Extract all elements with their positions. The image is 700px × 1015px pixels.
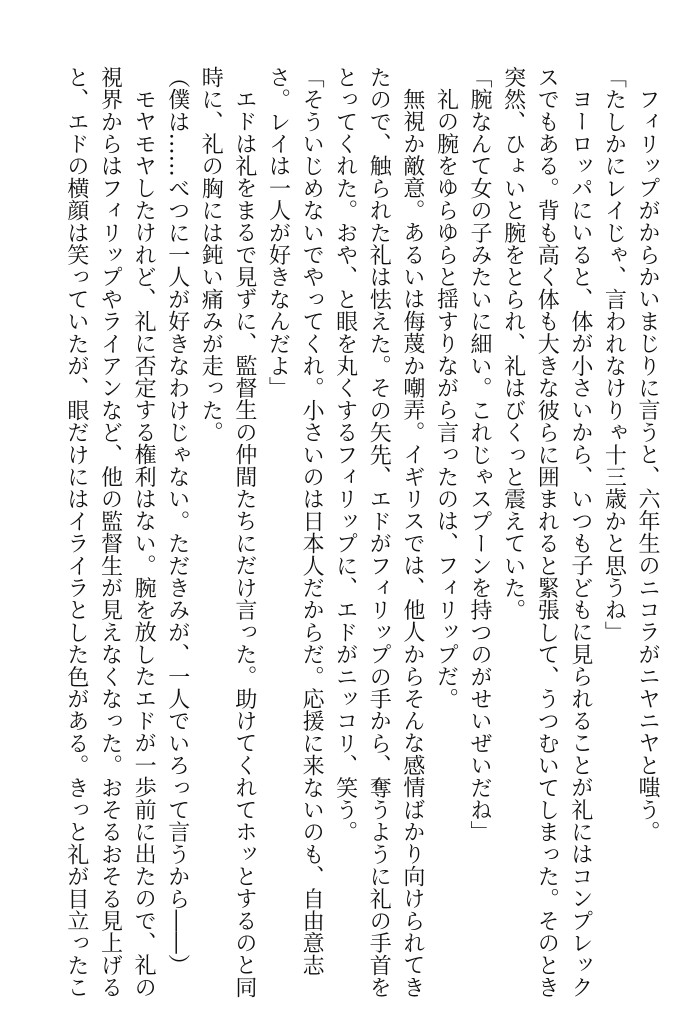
text-line: 礼の腕をゆらゆらと揺すりながら言ったのは、フィリップだ。 <box>433 88 459 710</box>
text-line: 突然、ひょいと腕をとられ、礼はびくっと震えていた。 <box>500 66 526 621</box>
text-line: スでもある。背も高く体も大きな彼らに囲まれると緊張して、うつむいてしまった。そのとき <box>534 66 560 999</box>
text-line: 「そういじめないでやってくれ。小さいのは日本人だからだ。応援に来ないのも、自由意志 <box>299 66 325 977</box>
text-line: （僕は……べつに一人が好きなわけじゃない。ただきみが、一人でいろって言うから――） <box>164 66 190 977</box>
text-line: さ。レイは一人が好きなんだよ」 <box>265 66 291 399</box>
text-line: エドは礼をまるで見ずに、監督生の仲間たちにだけ言った。助けてくれてホッとするのと同 <box>231 88 257 999</box>
text-line: と、エドの横顔は笑っていたが、眼だけにはイライラとした色がある。きっと礼が目立ったこ <box>63 66 89 999</box>
text-line: とってくれた。おや、と眼を丸くするフィリップに、エドがニッコリ、笑う。 <box>332 66 358 843</box>
text-line: たので、触られた礼は怯えた。その矢先、エドがフィリップの手から、奪うように礼の手首を <box>366 66 392 999</box>
text-line: 時に、礼の胸には鈍い痛みが走った。 <box>198 66 224 444</box>
text-line: フィリップがからかいまじりに言うと、六年生のニコラがニヤニヤと嗤う。 <box>635 88 660 843</box>
text-line: ヨーロッパにいると、体が小さいから、いつも子どもに見られることが礼にはコンプレック <box>567 88 593 999</box>
text-line: 「腕なんて女の子みたいに細い。これじゃスプーンを持つのがせいぜいだね」 <box>467 66 493 843</box>
text-line: 「たしかにレイじゃ、言われなけりゃ十三歳かと思うね」 <box>601 66 627 644</box>
vertical-text-block <box>59 66 664 999</box>
text-line: 視界からはフィリップやライアンなど、他の監督生が見えなくなった。おそるおそる見上げる <box>97 66 123 999</box>
text-line: 無視か敵意。あるいは侮蔑か嘲弄。イギリスでは、他人からそんな感情ばかり向けられてき <box>399 88 425 999</box>
text-line: モヤモヤしたけれど、礼に否定する権利はない。腕を放したエドが一歩前に出たので、礼の <box>131 88 157 999</box>
